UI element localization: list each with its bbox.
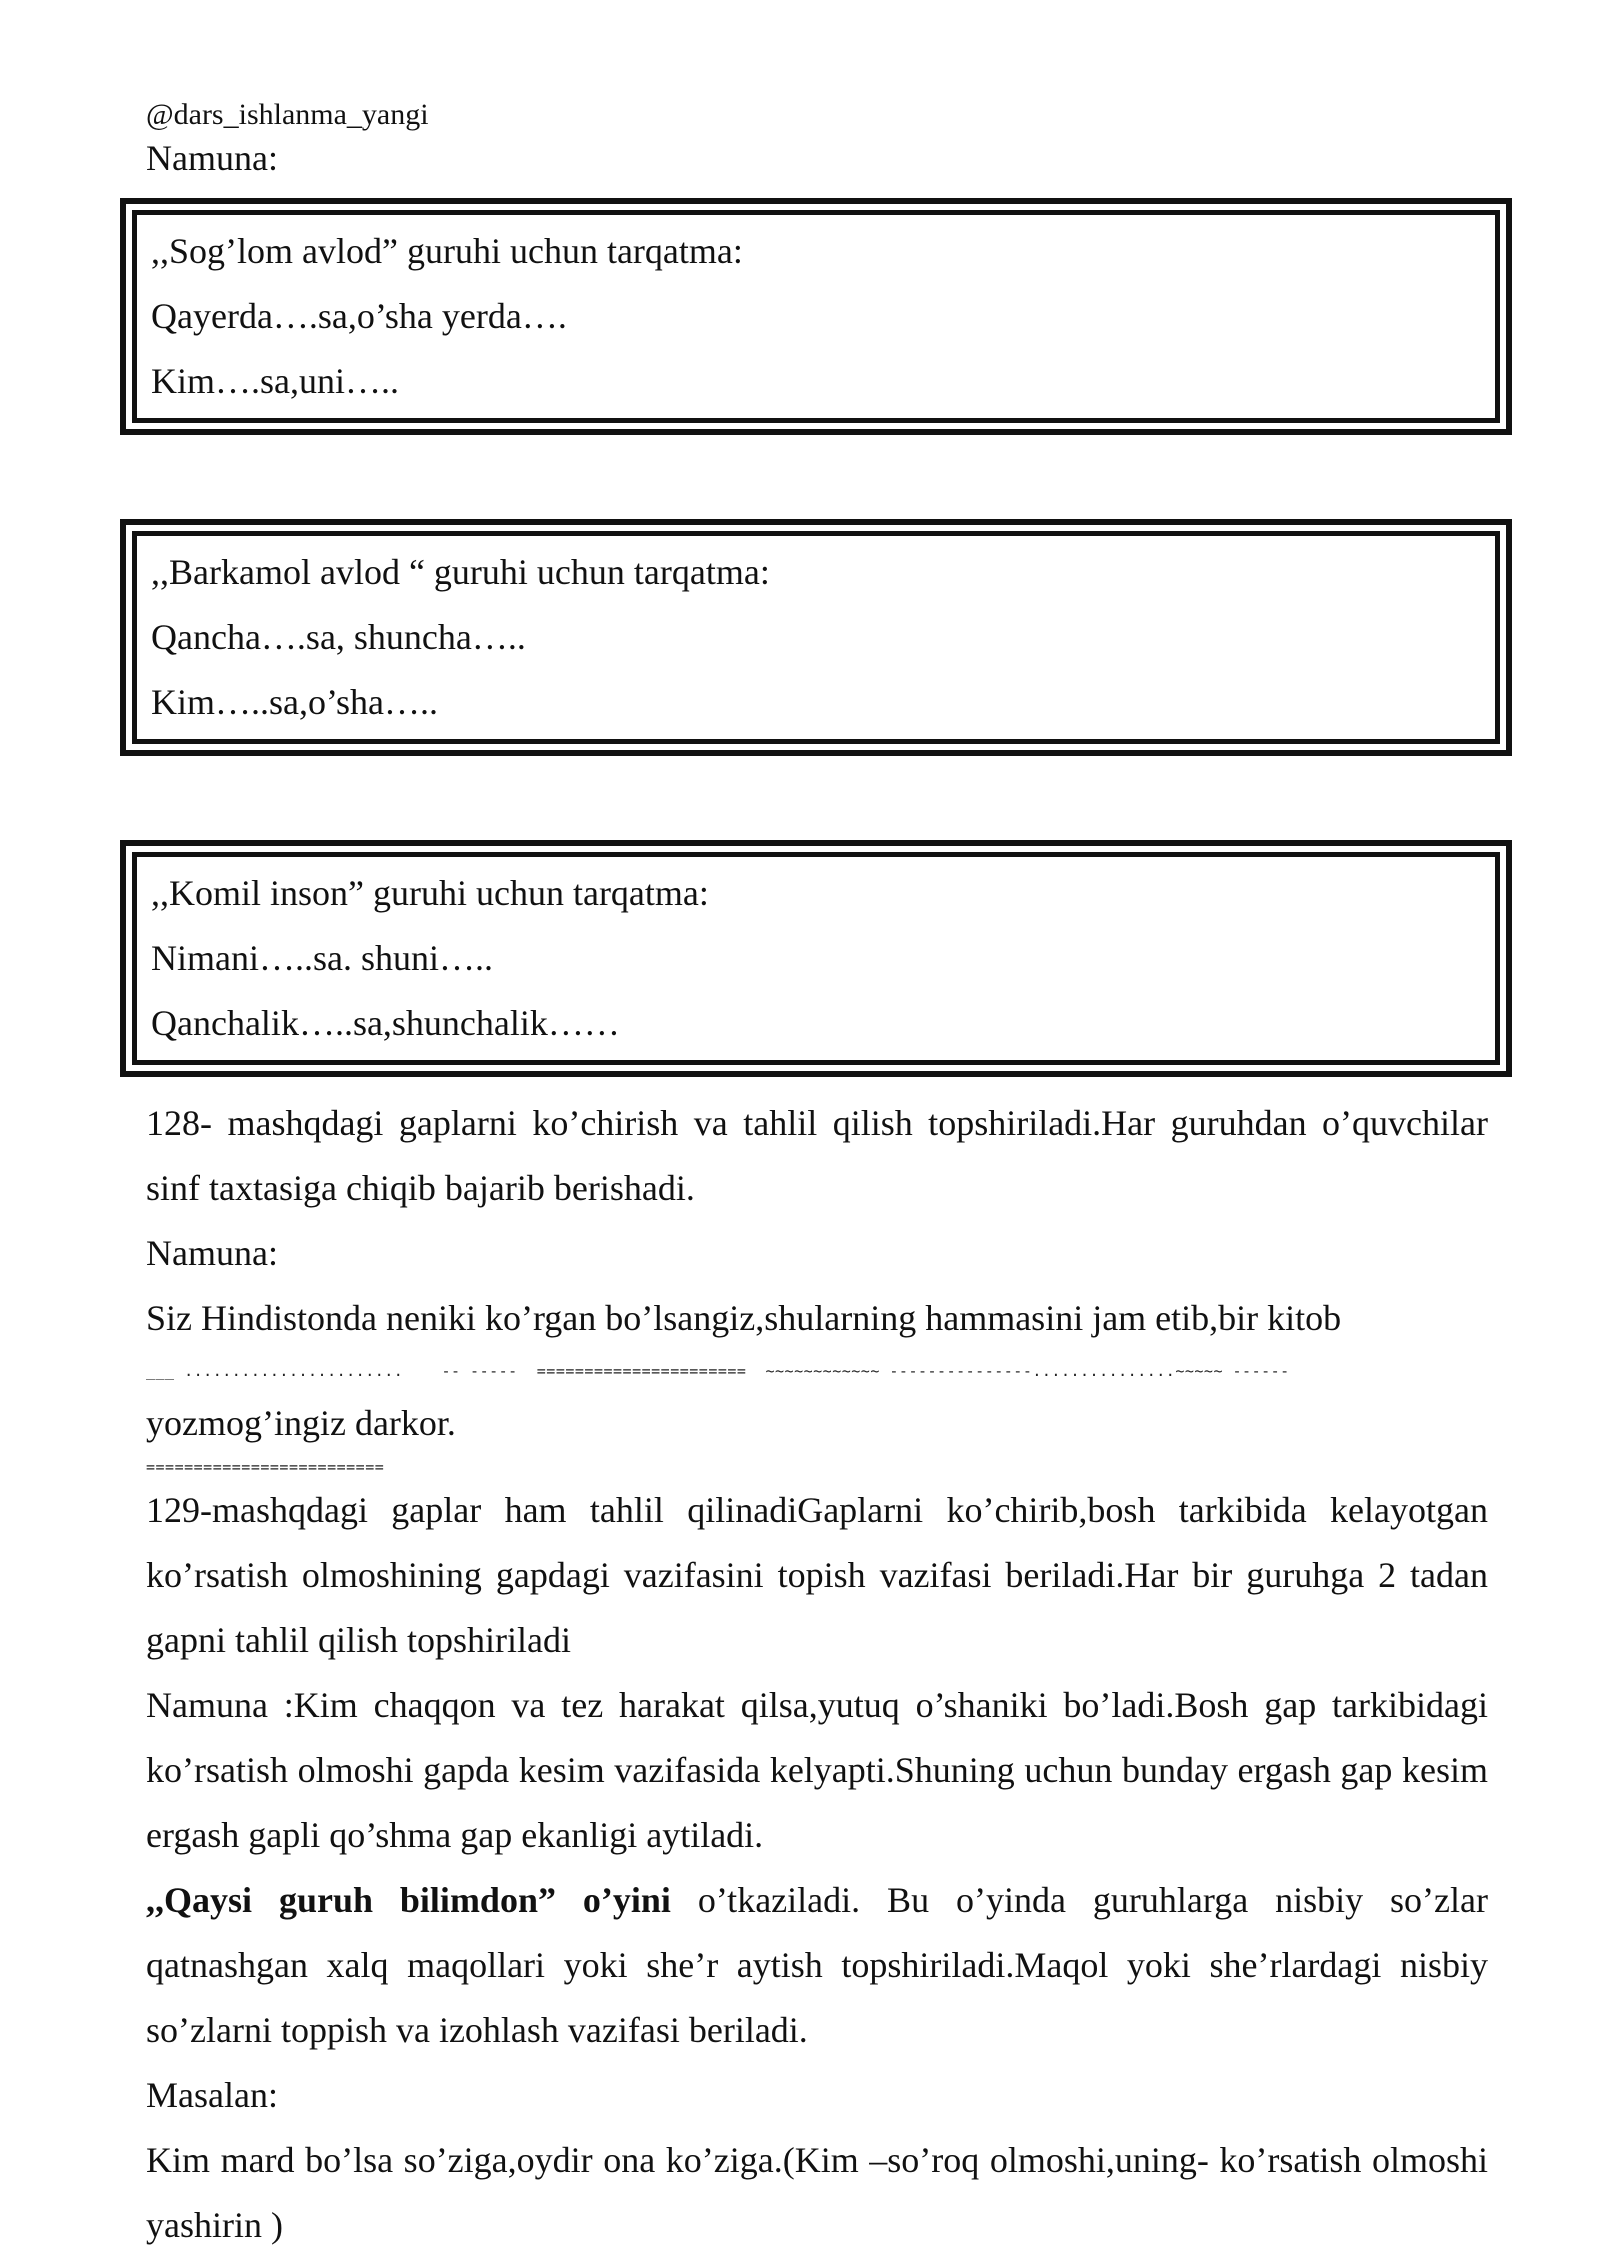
handout-box-komil-inson: [120, 840, 1512, 1077]
parsing-marks-underline: =========================: [146, 1458, 385, 1476]
handout-line: Kim….sa,uni…..: [151, 361, 399, 401]
handout-title: ,,Barkamol avlod “ guruhi uchun tarqatma:: [151, 552, 770, 592]
handout-title: ,,Komil inson” guruhi uchun tarqatma:: [151, 873, 709, 913]
namuna-heading: Namuna:: [146, 138, 278, 178]
namuna-label: Namuna:: [146, 1233, 278, 1273]
example-sentence: Siz Hindistonda neniki ko’rgan bo’lsangiz,shularning hammasini jam etib,bir kitob: [146, 1298, 1342, 1338]
masalan-label: Masalan:: [146, 2075, 278, 2115]
game-description: o’tkaziladi. Bu o’yinda guruhlarga nisbiy so’zlar qatnashgan xalq maqollari yoki she’r aytish topshiriladi.Maqol yoki she’rlardagi nisbiy so’zlarni toppish va izohlash vazifasi beriladi.: [146, 1880, 1488, 2050]
handout-box-soglom-avlod: [120, 198, 1512, 435]
handout-line: Qancha….sa, shuncha…..: [151, 617, 526, 657]
handout-box-inner: [132, 852, 1500, 1065]
handout-box-inner: [132, 210, 1500, 423]
channel-handle: @dars_ishlanma_yangi: [146, 98, 429, 131]
document-page: [146, 96, 1488, 2258]
exercise-128-paragraph: 128- mashqdagi gaplarni ko’chirish va tahlil qilish topshiriladi.Har guruhdan o’quvchilar sinf taxtasiga chiqib bajarib berishadi.: [146, 1103, 1488, 1208]
game-title: ,,Qaysi guruh bilimdon” o’yini: [146, 1880, 671, 1920]
handout-line: Nimani…..sa. shuni…..: [151, 938, 493, 978]
example-sentence-end: yozmog’ingiz darkor.: [146, 1403, 456, 1443]
handout-line: Qanchalik…..sa,shunchalik……: [151, 1003, 620, 1043]
exercise-129-paragraph: 129-mashqdagi gaplar ham tahlil qilinadiGaplarni ko’chirib,bosh tarkibida kelayotgan ko’rsatish olmoshining gapdagi vazifasini topish vazifasi beriladi.Har bir guruhga 2 tadan gapni tahlil qilish topshiriladi: [146, 1490, 1488, 1660]
handout-line: Qayerda….sa,o’sha yerda….: [151, 296, 567, 336]
handout-title: ,,Sog’lom avlod” guruhi uchun tarqatma:: [151, 231, 743, 271]
handout-box-barkamol-avlod: [120, 519, 1512, 756]
parsing-marks-line: ___ ....................... -- ----- ====================== ~~~~~~~~~~~~ ---------------...............~~~~~ ------: [146, 1362, 1290, 1380]
handout-box-inner: [132, 531, 1500, 744]
namuna-example-paragraph: Namuna :Kim chaqqon va tez harakat qilsa,yutuq o’shaniki bo’ladi.Bosh gap tarkibidagi ko’rsatish olmoshi gapda kesim vazifasida kelyapti.Shuning uchun bunday ergash gap kesim ergash gapli qo’shma gap ekanligi aytiladi.: [146, 1685, 1488, 1855]
proverb-example: Kim mard bo’lsa so’ziga,oydir ona ko’ziga.(Kim –so’roq olmoshi,uning- ko’rsatish olmoshi yashirin ): [146, 2140, 1488, 2245]
game-paragraph: [146, 1868, 1488, 2063]
handout-line: Kim…..sa,o’sha…..: [151, 682, 438, 722]
